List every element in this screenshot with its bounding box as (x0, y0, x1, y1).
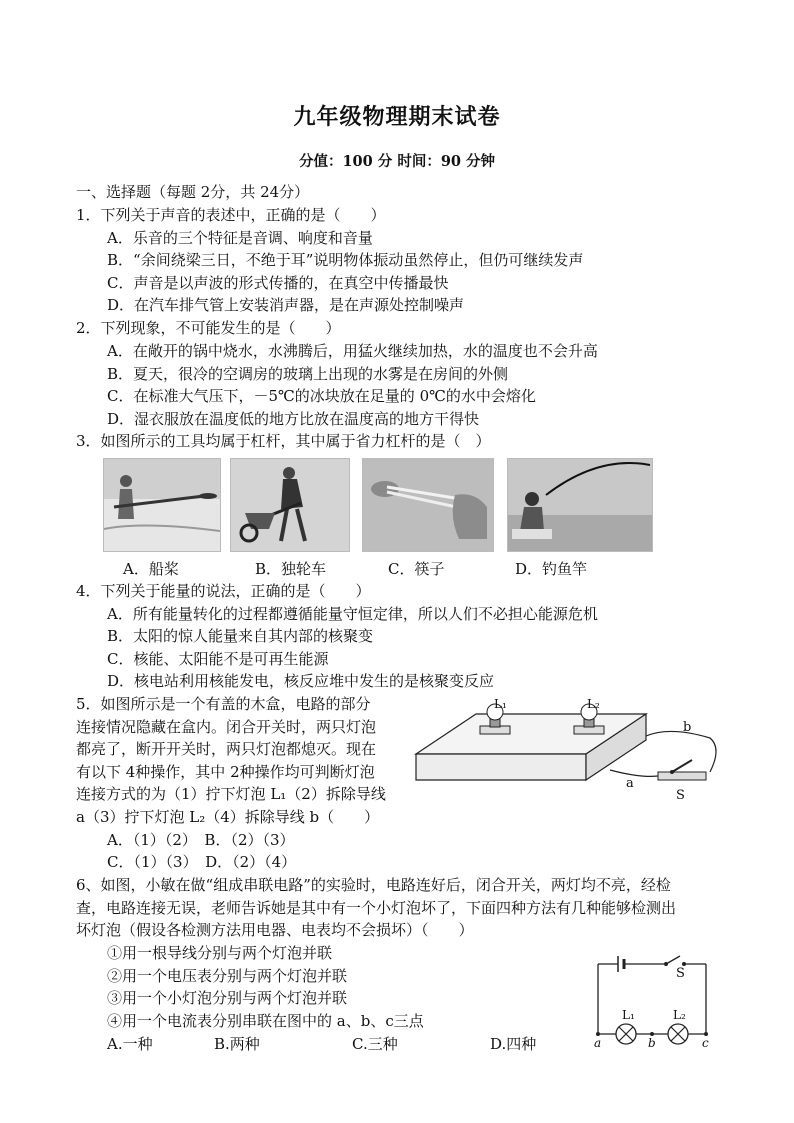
q3-option-a: A．船桨 (123, 560, 179, 578)
figure5-label-b: b (683, 720, 692, 735)
q1-option-c: C．声音是以声波的形式传播的，在真空中传播最快 (107, 274, 449, 292)
q6-item-3: ③用一个小灯泡分别与两个灯泡并联 (107, 989, 348, 1007)
q5-line-2: 连接情况隐藏在盒内。闭合开关时，两只灯泡 (76, 718, 377, 736)
chopsticks-photo (362, 458, 494, 552)
q1-option-d: D．在汽车排气管上安装消声器，是在声源处控制噪声 (107, 296, 465, 314)
figure6-label-a: a (594, 1036, 602, 1050)
q5-options-row-1: A．（1）（2） B．（2）（3） (107, 831, 295, 849)
q6-option-d: D.四种 (490, 1035, 537, 1053)
q5-line-3: 都亮了，断开开关时，两只灯泡都熄灭。现在 (76, 740, 377, 758)
q5-line-6: a（3）拧下灯泡 L₂（4）拆除导线 b（ ） (76, 808, 380, 826)
q4-option-d: D．核电站利用核能发电，核反应堆中发生的是核聚变反应 (107, 672, 495, 690)
q6-option-c: C.三种 (352, 1035, 398, 1053)
q6-item-1: ①用一根导线分别与两个灯泡并联 (107, 944, 333, 962)
q6-option-a: A.一种 (107, 1035, 153, 1053)
q3-option-c: C．筷子 (388, 560, 445, 578)
q6-item-2: ②用一个电压表分别与两个灯泡并联 (107, 967, 348, 985)
q5-line-5: 连接方式的为（1）拧下灯泡 L₁（2）拆除导线 (76, 785, 386, 803)
q4-option-c: C．核能、太阳能不是可再生能源 (107, 650, 329, 668)
q5-line-1: 5．如图所示是一个有盖的木盒，电路的部分 (76, 695, 371, 713)
q3-option-d: D．钓鱼竿 (515, 560, 588, 578)
q1-option-a: A．乐音的三个特征是音调、响度和音量 (107, 229, 373, 247)
q2-option-a: A．在敞开的锅中烧水，水沸腾后，用猛火继续加热，水的温度也不会升高 (107, 342, 598, 360)
q6-line-3: 坏灯泡（假设各检测方法用电器、电表均不会损坏）（ ） (76, 921, 474, 939)
q2-option-c: C．在标准大气压下，－5℃的冰块放在足量的 0℃的水中会熔化 (107, 387, 536, 405)
q4-option-b: B．太阳的惊人能量来自其内部的核聚变 (107, 627, 374, 645)
q6-line-1: 6、如图，小敏在做“组成串联电路”的实验时，电路连好后，闭合开关，两灯均不亮，经检 (76, 876, 671, 894)
q6-option-b: B.两种 (214, 1035, 260, 1053)
page-title: 九年级物理期末试卷 (293, 104, 501, 130)
figure6-label-l1: L₁ (622, 1008, 635, 1022)
q5-options-row-2: C．（1）（3） D．（2）（4） (107, 853, 297, 871)
q3-option-b: B．独轮车 (255, 560, 327, 578)
figure5-label-l1: L₁ (494, 697, 507, 711)
section-heading: 一、选择题（每题 2分，共 24分） (76, 183, 310, 201)
figure6-label-s: S (676, 966, 685, 981)
fishing-rod-photo (507, 458, 653, 552)
wire-a (610, 770, 658, 776)
switch-icon (658, 760, 706, 780)
page-subtitle: 分值：100 分 时间：90 分钟 (298, 153, 496, 170)
lamp-l1-icon (616, 1024, 636, 1044)
figure5-label-l2: L₂ (587, 697, 600, 711)
figure5-label-s: S (676, 788, 685, 803)
q2-option-b: B．夏天，很冷的空调房的玻璃上出现的水雾是在房间的外侧 (107, 365, 509, 383)
figure5-label-a: a (626, 776, 634, 791)
q2-stem: 2．下列现象，不可能发生的是（ ） (76, 319, 341, 337)
q3-stem: 3．如图所示的工具均属于杠杆，其中属于省力杠杆的是（ ） (76, 432, 491, 450)
q4-stem: 4．下列关于能量的说法，正确的是（ ） (76, 582, 371, 600)
q1-option-b: B．“余间绕梁三日，不绝于耳”说明物体振动虽然停止，但仍可继续发声 (107, 251, 584, 269)
figure6-label-b: b (648, 1036, 656, 1050)
q5-line-4: 有以下 4种操作，其中 2种操作均可判断灯泡 (76, 763, 375, 781)
figure6-label-c: c (702, 1036, 709, 1050)
wheelbarrow-photo (230, 458, 350, 552)
q1-stem: 1．下列关于声音的表述中，正确的是（ ） (76, 206, 386, 224)
series-circuit-figure (592, 948, 714, 1048)
oar-photo (103, 458, 221, 552)
q6-item-4: ④用一个电流表分别串联在图中的 a、b、c三点 (107, 1012, 424, 1030)
q6-line-2: 查，电路连接无误，老师告诉她是其中有一个小灯泡坏了，下面四种方法有几种能够检测出 (76, 899, 677, 917)
lamp-l2-icon (668, 1024, 688, 1044)
q2-option-d: D．湿衣服放在温度低的地方比放在温度高的地方干得快 (107, 410, 480, 428)
q4-option-a: A．所有能量转化的过程都遵循能量守恒定律，所以人们不必担心能源危机 (107, 605, 598, 623)
figure6-label-l2: L₂ (673, 1008, 686, 1022)
